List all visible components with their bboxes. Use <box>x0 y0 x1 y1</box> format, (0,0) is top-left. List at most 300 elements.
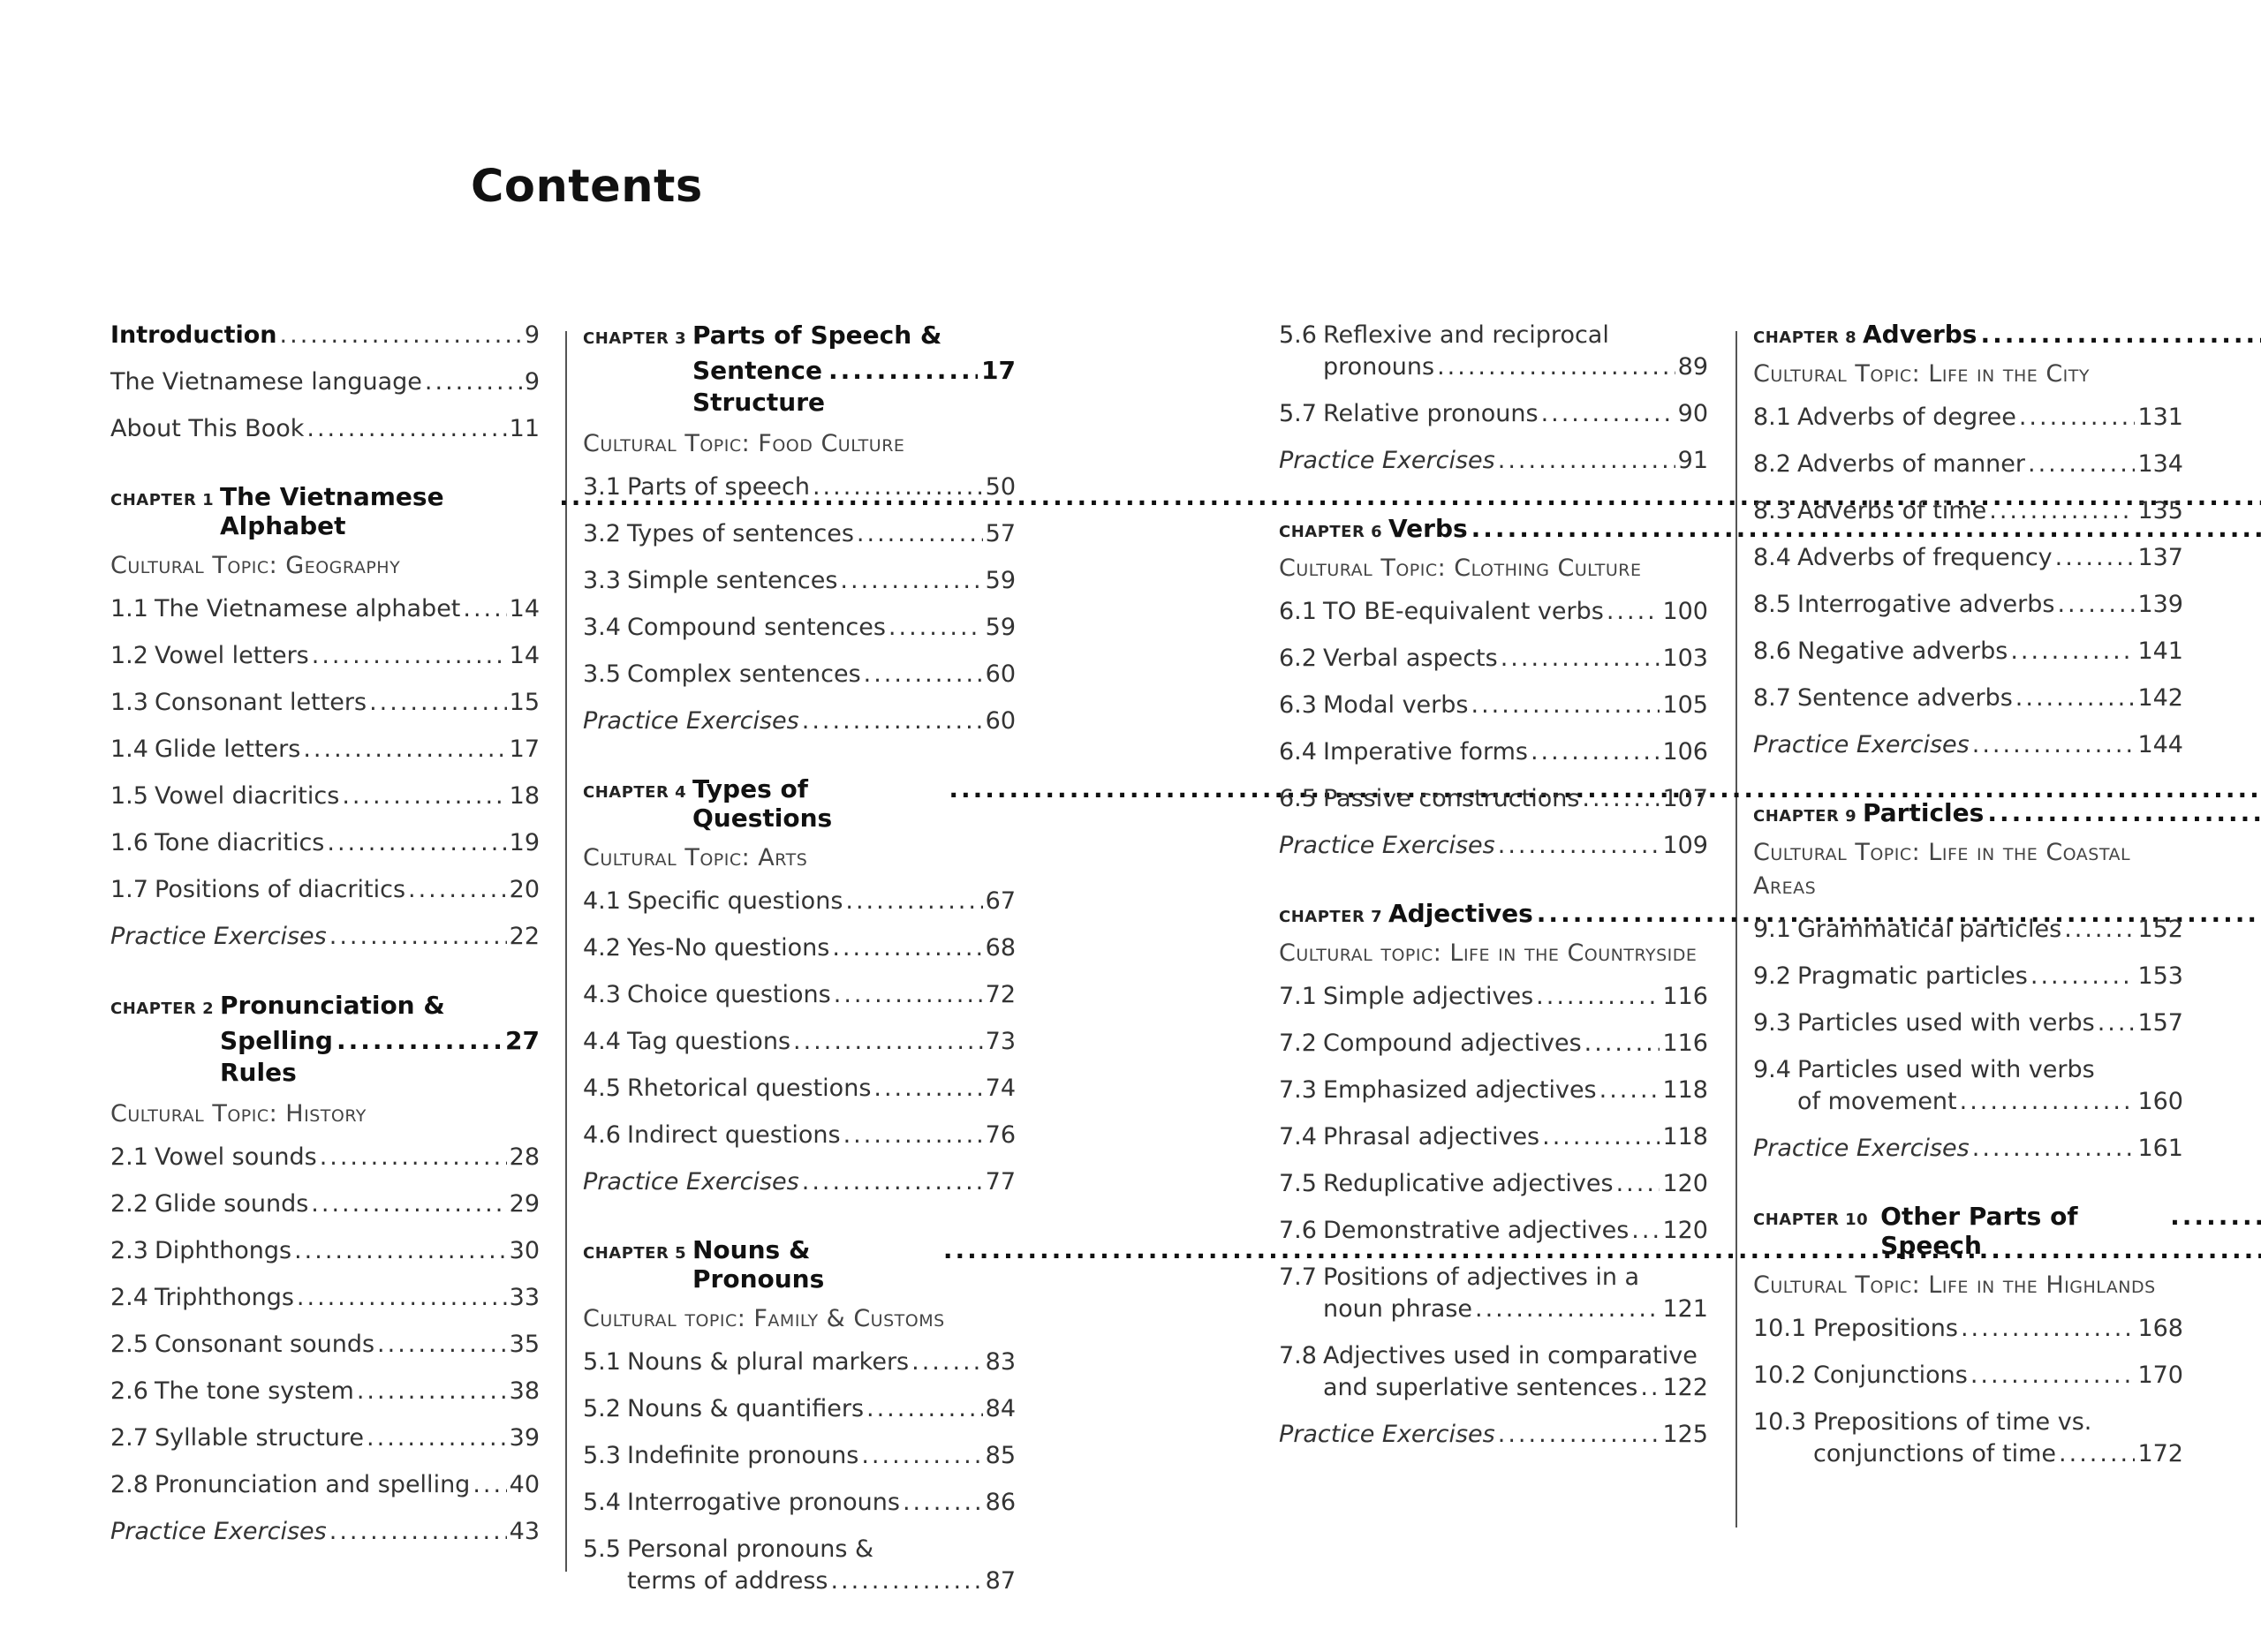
practice-exercises-entry[interactable] <box>1279 830 1708 862</box>
page-number: 59 <box>985 567 1016 594</box>
leader-dots <box>873 1073 982 1105</box>
section-number: 3.5 <box>583 660 621 688</box>
section-number: 7.7 <box>1279 1264 1317 1291</box>
toc-entry[interactable] <box>583 612 1016 644</box>
page-number: 134 <box>2137 450 2183 478</box>
toc-entry[interactable] <box>1279 643 1708 675</box>
practice-exercises-entry[interactable] <box>1279 1419 1708 1451</box>
toc-entry[interactable] <box>1279 981 1708 1013</box>
page-number: 144 <box>2137 731 2183 758</box>
page-number: 30 <box>509 1237 540 1264</box>
toc-entry[interactable] <box>1753 495 2183 527</box>
section-title: Simple sentences <box>627 567 838 594</box>
toc-entry[interactable] <box>110 320 540 351</box>
toc-entry[interactable] <box>1279 596 1708 628</box>
chapter-heading[interactable] <box>583 774 1016 833</box>
section-number: 9.3 <box>1753 1009 1791 1037</box>
chapter-label: CHAPTER 6 <box>1279 523 1383 541</box>
leader-dots <box>2015 683 2136 714</box>
page-number: 9 <box>524 368 540 396</box>
section-number: 7.3 <box>1279 1076 1317 1104</box>
toc-entry[interactable] <box>110 1376 540 1407</box>
section-number: 7.4 <box>1279 1123 1317 1150</box>
section-title: Conjunctions <box>1813 1362 1968 1389</box>
section-title: Negative adverbs <box>1797 637 2008 665</box>
leader-dots <box>1531 736 1660 768</box>
chapter-heading[interactable] <box>583 320 1016 419</box>
toc-entry[interactable] <box>1753 914 2183 946</box>
section-title: Parts of speech <box>627 473 810 501</box>
page-number: 17 <box>509 735 540 763</box>
chapter-title: Pronunciation & <box>220 991 445 1020</box>
cultural-topic <box>1279 937 1708 970</box>
page-number: 137 <box>2137 544 2183 571</box>
toc-entry[interactable] <box>1753 1360 2183 1392</box>
toc-entry[interactable] <box>1279 1075 1708 1106</box>
section-number: 5.5 <box>583 1535 621 1563</box>
section-title: Practice Exercises <box>1753 1135 1970 1162</box>
toc-entry[interactable] <box>1279 1028 1708 1060</box>
section-title: Adverbs of manner <box>1797 450 2026 478</box>
section-number: 1.4 <box>110 735 148 763</box>
page-number: 83 <box>985 1348 1016 1376</box>
leader-dots <box>312 640 507 672</box>
section-title: Yes-No questions <box>627 934 830 962</box>
section-number: 3.3 <box>583 567 621 594</box>
leader-dots <box>1498 1419 1660 1451</box>
toc-column-4 <box>1753 320 2183 1485</box>
toc-entry[interactable] <box>1279 736 1708 768</box>
section-title: Complex sentences <box>627 660 861 688</box>
section-number: 5.1 <box>583 1348 621 1376</box>
toc-entry[interactable] <box>110 366 540 398</box>
section-title: Relative pronouns <box>1323 400 1539 427</box>
section-title: Passive constructions <box>1323 785 1580 812</box>
leader-dots <box>2064 914 2135 946</box>
section-number: 5.4 <box>583 1489 621 1516</box>
toc-entry[interactable] <box>1279 320 1708 383</box>
section-number: 7.5 <box>1279 1170 1317 1197</box>
toc-entry[interactable] <box>583 979 1016 1011</box>
cultural-topic-text: Cultural Topic: Arts <box>583 844 808 871</box>
page-number: 161 <box>2137 1135 2183 1162</box>
page-number: 20 <box>509 876 540 903</box>
leader-dots <box>329 1516 507 1548</box>
toc-entry[interactable] <box>110 1422 540 1454</box>
section-number: 1.5 <box>110 782 148 810</box>
toc-entry[interactable] <box>583 565 1016 597</box>
section-number: 6.4 <box>1279 738 1317 766</box>
section-title: About This Book <box>110 415 305 442</box>
page-number: 15 <box>509 689 540 716</box>
practice-exercises-entry[interactable] <box>583 1166 1016 1198</box>
page-number: 103 <box>1662 645 1708 672</box>
page-number: 122 <box>1662 1374 1708 1401</box>
section-title: Positions of adjectives in a <box>1323 1264 1640 1291</box>
page-number: 22 <box>509 923 540 950</box>
page-number: 135 <box>2137 497 2183 524</box>
chapter-title: Nouns & Pronouns <box>692 1235 825 1294</box>
chapter-title-row <box>583 320 1016 355</box>
leader-dots <box>889 612 983 644</box>
toc-entry[interactable] <box>1279 398 1708 430</box>
section-number: 8.1 <box>1753 404 1791 431</box>
chapter-label: CHAPTER 7 <box>1279 908 1383 926</box>
toc-entry[interactable] <box>110 874 540 906</box>
section-number: 3.2 <box>583 520 621 547</box>
chapter-label: CHAPTER 4 <box>583 783 687 802</box>
toc-entry[interactable] <box>110 1329 540 1361</box>
leader-dots <box>311 1188 506 1220</box>
practice-exercises-entry[interactable] <box>1753 729 2183 761</box>
toc-entry[interactable] <box>1279 1262 1708 1325</box>
section-number: 7.1 <box>1279 983 1317 1010</box>
toc-entry[interactable] <box>1753 961 2183 992</box>
cultural-topic <box>583 841 1016 875</box>
toc-entry[interactable] <box>583 1534 1016 1597</box>
chapter-heading[interactable] <box>110 482 540 540</box>
section-number: 2.7 <box>110 1424 148 1452</box>
cultural-topic <box>583 1302 1016 1336</box>
section-title: The Vietnamese language <box>110 368 422 396</box>
toc-entry[interactable] <box>1753 1007 2183 1039</box>
practice-exercises-entry[interactable] <box>1279 445 1708 477</box>
section-title-continued: conjunctions of time <box>1813 1440 2057 1467</box>
section-number: 4.3 <box>583 981 621 1008</box>
section-title: Practice Exercises <box>1279 447 1495 474</box>
page-number: 68 <box>985 934 1016 962</box>
section-title: TO BE-equivalent verbs <box>1323 598 1604 625</box>
chapter-page-number: 17 <box>981 356 1016 385</box>
section-title: Compound sentences <box>627 614 886 641</box>
section-number: 10.1 <box>1753 1315 1807 1342</box>
leader-dots <box>1599 1075 1660 1106</box>
chapter-heading[interactable] <box>1753 320 2183 349</box>
section-title: Adverbs of time <box>1797 497 1987 524</box>
toc-entry[interactable] <box>583 659 1016 690</box>
toc-entry-line <box>1753 1438 2183 1470</box>
section-title-continued: of movement <box>1797 1088 1957 1115</box>
section-title: Syllable structure <box>155 1424 365 1452</box>
leader-dots <box>408 874 507 906</box>
leader-dots <box>1987 798 2261 827</box>
toc-entry[interactable] <box>110 1188 540 1220</box>
section-number: 8.2 <box>1753 450 1791 478</box>
section-title: Reduplicative adjectives <box>1323 1170 1614 1197</box>
page-number: 40 <box>509 1471 540 1498</box>
page-number: 116 <box>1662 1030 1708 1057</box>
section-title-continued: terms of address <box>627 1567 828 1595</box>
section-number: 4.1 <box>583 887 621 915</box>
chapter-title: Types of Questions <box>692 774 833 833</box>
section-number: 9.4 <box>1753 1056 1791 1083</box>
leader-dots <box>1541 398 1675 430</box>
page-number: 35 <box>509 1331 540 1358</box>
chapter-title: Parts of Speech & <box>692 321 942 350</box>
toc-entry[interactable] <box>1279 1168 1708 1200</box>
toc-entry[interactable] <box>583 1393 1016 1425</box>
section-title: Glide sounds <box>155 1190 309 1218</box>
toc-entry[interactable] <box>110 734 540 766</box>
practice-exercises-entry[interactable] <box>1753 1133 2183 1165</box>
page-number: 120 <box>1662 1217 1708 1244</box>
chapter-title-row <box>583 355 1016 419</box>
toc-entry[interactable] <box>110 1282 540 1314</box>
page-number: 105 <box>1662 691 1708 719</box>
page-number: 86 <box>985 1489 1016 1516</box>
section-number: 2.4 <box>110 1284 148 1311</box>
toc-entry[interactable] <box>1279 690 1708 721</box>
leader-dots <box>1498 830 1660 862</box>
leader-dots <box>1640 1372 1660 1404</box>
section-number: 7.2 <box>1279 1030 1317 1057</box>
leader-dots <box>843 1120 983 1151</box>
leader-dots <box>1980 320 2261 349</box>
toc-entry[interactable] <box>110 640 540 672</box>
section-number: 5.7 <box>1279 400 1317 427</box>
page-number: 168 <box>2137 1315 2183 1342</box>
chapter-heading[interactable] <box>583 1235 1016 1294</box>
page-number: 74 <box>985 1075 1016 1102</box>
page-number: 14 <box>509 595 540 622</box>
cultural-topic-text: Cultural Topic: Life in the Coastal <box>1753 839 2131 866</box>
toc-entry[interactable] <box>583 1440 1016 1472</box>
chapter-label: CHAPTER 1 <box>110 491 215 509</box>
toc-entry[interactable] <box>1753 449 2183 480</box>
section-title: Consonant sounds <box>155 1331 375 1358</box>
toc-entry[interactable] <box>1753 1054 2183 1118</box>
leader-dots <box>813 471 983 503</box>
section-number: 8.6 <box>1753 637 1791 665</box>
chapter-title-block <box>583 320 1016 419</box>
page-number: 59 <box>985 614 1016 641</box>
cultural-topic <box>1753 358 2183 391</box>
leader-dots <box>297 1282 507 1314</box>
toc-entry-line <box>583 1534 1016 1565</box>
chapter-label: CHAPTER 5 <box>583 1244 687 1263</box>
toc-entry[interactable] <box>1279 1340 1708 1404</box>
leader-dots <box>280 320 522 351</box>
toc-entry[interactable] <box>583 518 1016 550</box>
section-title: Practice Exercises <box>583 1168 799 1196</box>
section-title: Glide letters <box>155 735 301 763</box>
section-title: Modal verbs <box>1323 691 1469 719</box>
toc-entry[interactable] <box>583 1073 1016 1105</box>
toc-entry-line <box>1279 1294 1708 1325</box>
section-title: Types of sentences <box>627 520 854 547</box>
toc-entry[interactable] <box>110 1469 540 1501</box>
section-title: Simple adjectives <box>1323 983 1534 1010</box>
cultural-topic-text: Areas <box>1753 872 1817 900</box>
toc-entry[interactable] <box>110 413 540 445</box>
toc-entry[interactable] <box>1279 1215 1708 1247</box>
section-title: Verbal aspects <box>1323 645 1498 672</box>
practice-exercises-entry[interactable] <box>110 1516 540 1548</box>
toc-entry[interactable] <box>1279 1121 1708 1153</box>
toc-entry[interactable] <box>1753 1407 2183 1470</box>
page-number: 142 <box>2137 684 2183 712</box>
section-number: 10.3 <box>1753 1408 1807 1436</box>
leader-dots <box>793 1026 983 1058</box>
section-title: Practice Exercises <box>1753 731 1970 758</box>
section-title: Consonant letters <box>155 689 367 716</box>
page-number: 67 <box>985 887 1016 915</box>
page-number: 121 <box>1662 1295 1708 1323</box>
chapter-title-row <box>1863 798 2261 827</box>
section-number: 8.7 <box>1753 684 1791 712</box>
page-number: 39 <box>509 1424 540 1452</box>
section-number: 5.2 <box>583 1395 621 1422</box>
toc-entry[interactable] <box>583 886 1016 917</box>
page-number: 60 <box>985 707 1016 735</box>
leader-dots <box>1972 729 2136 761</box>
toc-entry[interactable] <box>110 687 540 719</box>
toc-entry[interactable] <box>110 1142 540 1173</box>
toc-entry[interactable] <box>583 1487 1016 1519</box>
chapter-title-row <box>1863 320 2261 349</box>
section-number: 3.1 <box>583 473 621 501</box>
leader-dots <box>1475 1294 1660 1325</box>
toc-entry[interactable] <box>1279 783 1708 815</box>
leader-dots <box>303 734 506 766</box>
section-title: Pronunciation and spelling <box>155 1471 471 1498</box>
toc-entry[interactable] <box>1753 683 2183 714</box>
section-title: Prepositions of time vs. <box>1813 1408 2092 1436</box>
section-number: 4.2 <box>583 934 621 962</box>
leader-dots <box>1501 643 1660 675</box>
section-title: Particles used with verbs <box>1797 1056 2095 1083</box>
leader-dots <box>377 1329 507 1361</box>
section-number: 6.3 <box>1279 691 1317 719</box>
page-number: 14 <box>509 642 540 669</box>
toc-entry[interactable] <box>583 471 1016 503</box>
leader-dots <box>1498 445 1675 477</box>
leader-dots <box>342 781 506 812</box>
cultural-topic <box>110 1098 540 1131</box>
leader-dots <box>834 979 983 1011</box>
page-number: 18 <box>509 782 540 810</box>
chapter-title-block <box>110 990 540 1089</box>
toc-entry-line <box>1279 320 1708 351</box>
cultural-topic <box>1753 1269 2183 1302</box>
page-number: 160 <box>2137 1088 2183 1115</box>
toc-entry-line <box>1279 1340 1708 1372</box>
chapter-label: CHAPTER 8 <box>1753 328 1857 347</box>
chapter-title: Adverbs <box>1863 320 1977 349</box>
cultural-topic-text: Cultural Topic: History <box>110 1100 367 1128</box>
toc-entry[interactable] <box>110 827 540 859</box>
section-number: 7.6 <box>1279 1217 1317 1244</box>
leader-dots <box>864 659 983 690</box>
leader-dots <box>1960 1086 2136 1118</box>
section-number: 8.3 <box>1753 497 1791 524</box>
section-title: Triphthongs <box>155 1284 294 1311</box>
leader-dots <box>369 687 507 719</box>
leader-dots <box>802 1166 983 1198</box>
leader-dots <box>1972 1133 2136 1165</box>
chapter-title-continued: Spelling Rules <box>220 1026 333 1087</box>
leader-dots <box>327 827 506 859</box>
chapter-heading[interactable] <box>1279 899 1708 928</box>
chapter-title: Adjectives <box>1388 899 1533 928</box>
cultural-topic-text: Cultural topic: Family & Customs <box>583 1305 945 1332</box>
section-number: 4.4 <box>583 1028 621 1055</box>
leader-dots <box>903 1487 983 1519</box>
section-title: Practice Exercises <box>583 707 799 735</box>
section-title: Pragmatic particles <box>1797 962 2028 990</box>
toc-entry[interactable] <box>583 1346 1016 1378</box>
toc-entry[interactable] <box>110 781 540 812</box>
chapter-page-number: 27 <box>505 1026 540 1055</box>
toc-entry[interactable] <box>110 593 540 625</box>
cultural-topic <box>1753 836 2183 903</box>
leader-dots <box>473 1469 506 1501</box>
page-number: 9 <box>524 321 540 349</box>
page-number: 29 <box>509 1190 540 1218</box>
section-title: Diphthongs <box>155 1237 292 1264</box>
page-number: 118 <box>1662 1076 1708 1104</box>
page-number: 120 <box>1662 1170 1708 1197</box>
page-number: 28 <box>509 1143 540 1171</box>
chapter-heading[interactable] <box>110 990 540 1089</box>
leader-dots <box>1607 596 1660 628</box>
leader-dots <box>911 1346 983 1378</box>
leader-dots <box>329 921 507 953</box>
section-title: Demonstrative adjectives <box>1323 1217 1630 1244</box>
page-number: 57 <box>985 520 1016 547</box>
chapter-heading[interactable] <box>1753 1202 2183 1260</box>
page-number: 72 <box>985 981 1016 1008</box>
chapter-title: Particles <box>1863 798 1985 827</box>
chapter-heading[interactable] <box>1279 514 1708 543</box>
toc-entry[interactable] <box>110 1235 540 1267</box>
toc-entry-line <box>1753 1086 2183 1118</box>
leader-dots <box>357 1376 507 1407</box>
section-number: 2.1 <box>110 1143 148 1171</box>
toc-entry[interactable] <box>1753 542 2183 574</box>
toc-entry[interactable] <box>1753 636 2183 668</box>
section-number: 9.2 <box>1753 962 1791 990</box>
toc-entry[interactable] <box>1753 589 2183 621</box>
toc-entry[interactable] <box>583 1120 1016 1151</box>
section-title: Imperative forms <box>1323 738 1528 766</box>
toc-entry[interactable] <box>1753 402 2183 434</box>
toc-entry[interactable] <box>583 932 1016 964</box>
practice-exercises-entry[interactable] <box>583 705 1016 737</box>
leader-dots <box>294 1235 507 1267</box>
practice-exercises-entry[interactable] <box>110 921 540 953</box>
section-title: Interrogative pronouns <box>627 1489 900 1516</box>
section-title: The Vietnamese alphabet <box>155 595 461 622</box>
page-number: 157 <box>2137 1009 2183 1037</box>
section-title-continued: noun phrase <box>1323 1295 1473 1323</box>
toc-entry[interactable] <box>583 1026 1016 1058</box>
section-number: 2.6 <box>110 1377 148 1405</box>
leader-dots <box>802 705 983 737</box>
page-number: 152 <box>2137 916 2183 943</box>
page-number: 109 <box>1662 832 1708 859</box>
section-title: Vowel sounds <box>155 1143 317 1171</box>
chapter-heading[interactable] <box>1753 798 2183 827</box>
chapter-label: CHAPTER 2 <box>110 999 215 1018</box>
toc-entry-line <box>583 1565 1016 1597</box>
leader-dots <box>1536 981 1660 1013</box>
section-title: Phrasal adjectives <box>1323 1123 1540 1150</box>
section-number: 10.2 <box>1753 1362 1807 1389</box>
toc-entry[interactable] <box>1753 1313 2183 1345</box>
section-title: Adverbs of frequency <box>1797 544 2053 571</box>
leader-dots <box>2030 961 2136 992</box>
